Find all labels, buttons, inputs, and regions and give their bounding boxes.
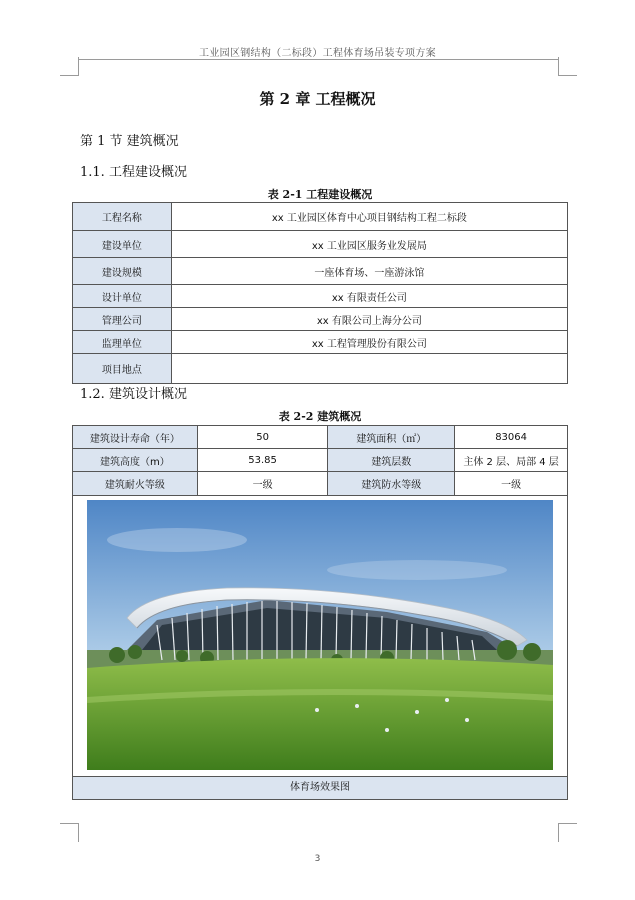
page-header: 工业园区钢结构（二标段）工程体育场吊装专项方案: [199, 48, 436, 59]
stadium-rendering-image: [87, 500, 553, 770]
table-label: 建筑层数: [328, 449, 455, 472]
chapter-title: 第 2 章 工程概况: [259, 90, 376, 108]
project-overview-table: [72, 202, 568, 384]
table-row: [73, 308, 568, 331]
table-row: [73, 203, 568, 231]
table-label: 建设单位: [73, 231, 172, 258]
table-value: [171, 354, 567, 384]
table-value: 一座体育场、一座游泳馆: [171, 258, 567, 285]
table-label: 建筑设计寿命（年）: [73, 426, 198, 449]
building-overview-table: [72, 425, 568, 496]
table-value: xx 工程管理股份有限公司: [171, 331, 567, 354]
crop-mark-top-right: [558, 57, 577, 76]
table-label: 建筑防水等级: [328, 472, 455, 496]
table-label: 监理单位: [73, 331, 172, 354]
table-value: xx 工业园区服务业发展局: [171, 231, 567, 258]
crop-mark-top-left: [60, 57, 79, 76]
table-label: 建设规模: [73, 258, 172, 285]
table-value: 一级: [455, 472, 568, 496]
table-value: 主体 2 层、局部 4 层: [455, 449, 568, 472]
table-label: 项目地点: [73, 354, 172, 384]
table-label: 建筑耐火等级: [73, 472, 198, 496]
table-value: 50: [197, 426, 328, 449]
table-value: 83064: [455, 426, 568, 449]
table-label: 管理公司: [73, 308, 172, 331]
subsection-title-1: 1.1. 工程建设概况: [80, 165, 187, 180]
header-divider: [78, 59, 558, 60]
table-label: 工程名称: [73, 203, 172, 231]
table2-caption: 表 2-2 建筑概况: [278, 410, 362, 423]
crop-mark-bottom-left: [60, 823, 79, 842]
table-value: 53.85: [197, 449, 328, 472]
subsection-title-2: 1.2. 建筑设计概况: [80, 387, 187, 402]
table-label: 建筑高度（m）: [73, 449, 198, 472]
table-row: [73, 331, 568, 354]
stadium-image-cell: [72, 495, 568, 776]
table-row: [73, 231, 568, 258]
table-row: [73, 354, 568, 384]
table-label: 建筑面积（㎡）: [328, 426, 455, 449]
table-label: 设计单位: [73, 285, 172, 308]
table-value: xx 工业园区体育中心项目钢结构工程二标段: [171, 203, 567, 231]
section-title: 第 1 节 建筑概况: [80, 134, 179, 149]
table-row: [73, 258, 568, 285]
table-row: [73, 426, 568, 449]
table-value: xx 有限责任公司: [171, 285, 567, 308]
table-row: [73, 449, 568, 472]
table-value: xx 有限公司上海分公司: [171, 308, 567, 331]
table-value: 一级: [197, 472, 328, 496]
image-caption: 体育场效果图: [72, 776, 568, 800]
table-row: [73, 285, 568, 308]
page-number: 3: [314, 854, 321, 864]
table-row: [73, 472, 568, 496]
table1-caption: 表 2-1 工程建设概况: [267, 188, 373, 201]
crop-mark-bottom-right: [558, 823, 577, 842]
